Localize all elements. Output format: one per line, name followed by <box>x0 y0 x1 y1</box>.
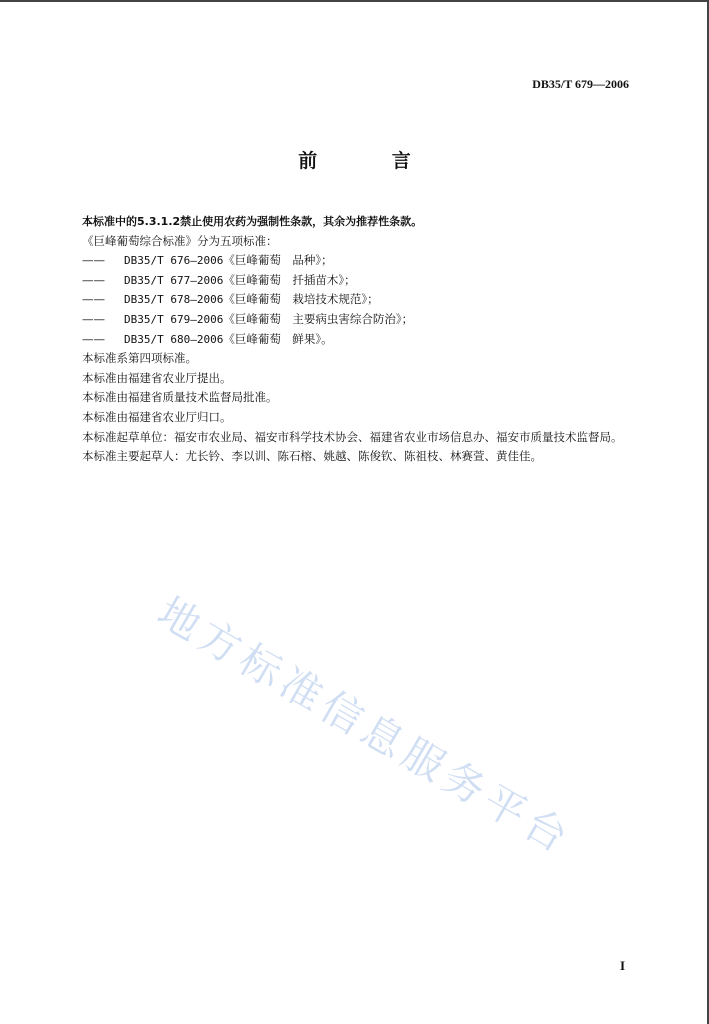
list-dash: —— <box>82 331 105 346</box>
standard-name: 《巨峰葡萄 栽培技术规范》； <box>223 292 379 307</box>
standard-code: DB35/T 676—2006 <box>124 254 224 268</box>
page-title: 前 言 <box>298 150 445 172</box>
standard-name: 《巨峰葡萄 鲜果》。 <box>223 331 333 346</box>
paragraph-approved-by: 本标准由福建省质量技术监督局批准。 <box>82 390 278 405</box>
list-item <box>57 251 632 271</box>
list-dash: —— <box>82 311 105 326</box>
standard-code: DB35/T 677—2006 <box>124 273 224 287</box>
paragraph-item-position: 本标准系第四项标准。 <box>82 351 197 366</box>
document-id: DB35/T 679—2006 <box>532 77 629 91</box>
list-dash: —— <box>82 253 105 268</box>
standard-name: 《巨峰葡萄 品种》； <box>223 253 333 268</box>
list-item <box>57 271 632 291</box>
list-dash: —— <box>82 292 105 307</box>
standard-code: DB35/T 679—2006 <box>124 312 224 326</box>
page-number: I <box>619 958 625 973</box>
standard-name: 《巨峰葡萄 扦插苗木》； <box>223 272 356 287</box>
list-item <box>57 310 632 330</box>
watermark-text: 地方标准信息服务平台 <box>149 587 581 865</box>
standard-name: 《巨峰葡萄 主要病虫害综合防治》； <box>223 311 414 326</box>
standard-code: DB35/T 680—2006 <box>124 332 224 346</box>
paragraph-mandatory-clause: 本标准中的5.3.1.2禁止使用农药为强制性条款，其余为推荐性条款。 <box>82 215 423 228</box>
standards-list <box>57 251 632 349</box>
paragraph-centralized-by: 本标准由福建省农业厅归口。 <box>82 409 232 424</box>
list-item <box>57 290 632 310</box>
foreword-body <box>57 212 632 467</box>
paragraph-proposed-by: 本标准由福建省农业厅提出。 <box>82 370 232 385</box>
paragraph-main-drafters: 本标准主要起草人：尤长钤、李以训、陈石榕、姚越、陈俊钦、陈祖枝、林赛萱、黄佳佳。 <box>82 449 542 464</box>
paragraph-drafting-units: 本标准起草单位：福安市农业局、福安市科学技术协会、福建省农业市场信息办、福安市质量技术监督局。 <box>82 429 623 444</box>
scan-edge-top <box>0 0 709 2</box>
list-item <box>57 330 632 350</box>
list-dash: —— <box>82 272 105 287</box>
paragraph-series-intro: 《巨峰葡萄综合标准》分为五项标准： <box>82 233 278 248</box>
standard-code: DB35/T 678—2006 <box>124 293 224 307</box>
